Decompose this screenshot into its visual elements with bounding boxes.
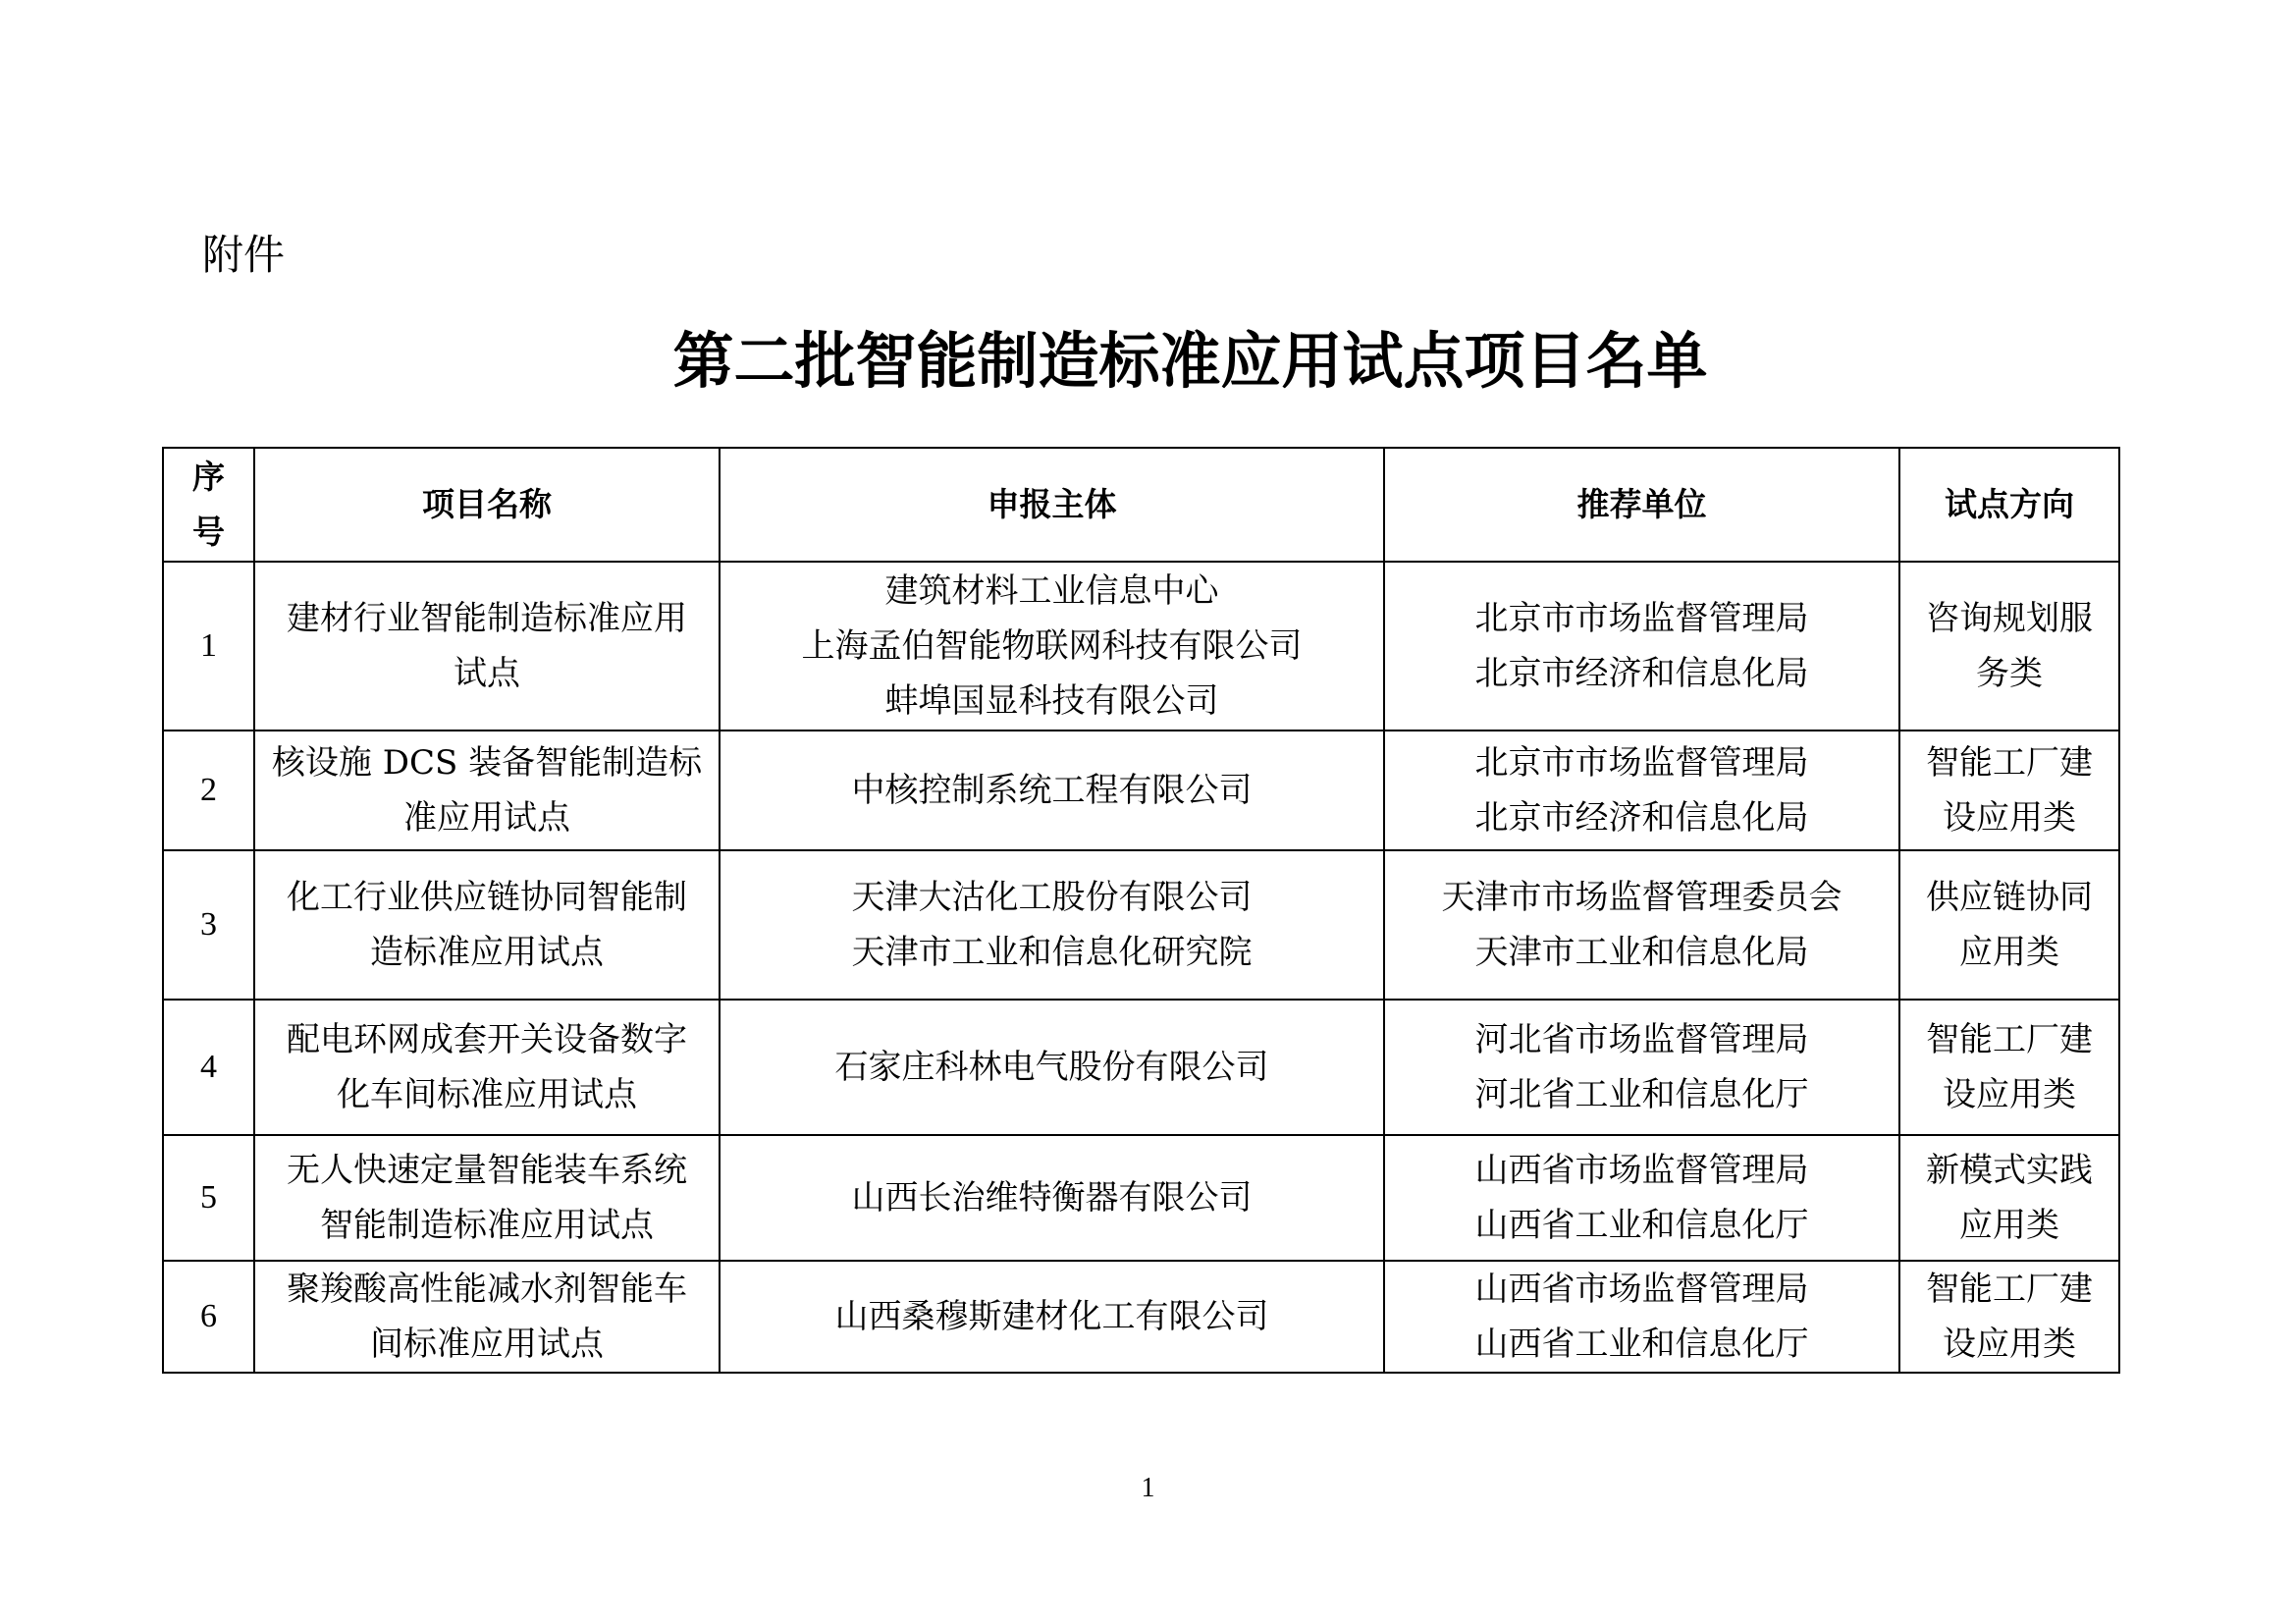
- row-seq: 3: [163, 850, 254, 1000]
- row-direction-line: 咨询规划服: [1926, 599, 2093, 638]
- row-direction: [1899, 1135, 2119, 1261]
- row-applicant-line: 蚌埠国显科技有限公司: [884, 681, 1219, 721]
- row-name: [254, 731, 720, 850]
- attachment-label: 附件: [202, 231, 286, 279]
- row-applicant-line: 天津市工业和信息化研究院: [851, 933, 1253, 972]
- row-recommender-line: 北京市经济和信息化局: [1474, 654, 1809, 693]
- row-recommender-line: 河北省市场监督管理局: [1474, 1020, 1809, 1059]
- row-name-line: 聚羧酸高性能减水剂智能车: [287, 1270, 687, 1309]
- page-number: 1: [1141, 1473, 1155, 1503]
- row-name: [254, 850, 720, 1000]
- header-applicant: 申报主体: [720, 448, 1384, 562]
- row-direction-line: 智能工厂建: [1926, 1020, 2093, 1059]
- row-name: [254, 1261, 720, 1373]
- row-applicant: [720, 850, 1384, 1000]
- row-applicant-line: 上海孟伯智能物联网科技有限公司: [801, 626, 1303, 666]
- row-name-line: 化工行业供应链协同智能制: [287, 878, 687, 917]
- row-applicant-line: 山西长治维特衡器有限公司: [851, 1178, 1253, 1218]
- row-recommender-line: 山西省工业和信息化厅: [1474, 1206, 1809, 1245]
- pilot-project-table: [162, 447, 2120, 1374]
- row-seq: 6: [163, 1261, 254, 1373]
- table-row: [163, 1000, 2119, 1135]
- row-recommender-line: 天津市工业和信息化局: [1474, 933, 1809, 972]
- row-recommender-line: 北京市经济和信息化局: [1474, 798, 1809, 838]
- row-direction-line: 新模式实践: [1926, 1151, 2093, 1190]
- row-name-line: 准应用试点: [403, 798, 570, 838]
- table-header-row: [163, 448, 2119, 562]
- row-recommender: [1384, 1261, 1899, 1373]
- row-name: [254, 1000, 720, 1135]
- row-recommender: [1384, 1000, 1899, 1135]
- row-applicant: [720, 1000, 1384, 1135]
- row-direction: [1899, 562, 2119, 731]
- row-direction-line: 智能工厂建: [1926, 1270, 2093, 1309]
- row-applicant: [720, 1261, 1384, 1373]
- row-applicant-line: 石家庄科林电气股份有限公司: [834, 1048, 1269, 1087]
- row-direction: [1899, 1261, 2119, 1373]
- row-seq: 4: [163, 1000, 254, 1135]
- header-seq: [163, 448, 254, 562]
- row-recommender: [1384, 1135, 1899, 1261]
- table-row: [163, 731, 2119, 850]
- row-seq: 5: [163, 1135, 254, 1261]
- row-name-line: 试点: [454, 654, 520, 693]
- row-recommender-line: 山西省市场监督管理局: [1474, 1270, 1809, 1309]
- row-recommender: [1384, 731, 1899, 850]
- row-applicant: [720, 731, 1384, 850]
- row-name-line: 建材行业智能制造标准应用: [287, 599, 687, 638]
- row-direction-line: 供应链协同: [1926, 878, 2093, 917]
- row-direction-line: 务类: [1976, 654, 2043, 693]
- table-row: [163, 562, 2119, 731]
- row-name-line: 智能制造标准应用试点: [320, 1206, 654, 1245]
- table-row: [163, 850, 2119, 1000]
- row-applicant-line: 天津大沽化工股份有限公司: [851, 878, 1253, 917]
- row-name-line: 无人快速定量智能装车系统: [287, 1151, 687, 1190]
- row-applicant: [720, 1135, 1384, 1261]
- row-name: [254, 1135, 720, 1261]
- row-applicant-line: 中核控制系统工程有限公司: [851, 771, 1253, 810]
- document-title: 第二批智能制造标准应用试点项目名单: [672, 325, 1708, 397]
- header-direction: 试点方向: [1899, 448, 2119, 562]
- row-direction-line: 设应用类: [1943, 1325, 2076, 1364]
- row-direction-line: 设应用类: [1943, 798, 2076, 838]
- row-name-line: 造标准应用试点: [370, 933, 604, 972]
- row-name-line: 化车间标准应用试点: [337, 1075, 637, 1114]
- row-direction: [1899, 850, 2119, 1000]
- table-body: [163, 562, 2119, 1373]
- row-direction-line: 应用类: [1959, 1206, 2059, 1245]
- row-recommender-line: 北京市市场监督管理局: [1474, 599, 1809, 638]
- table-row: [163, 1261, 2119, 1373]
- row-recommender: [1384, 562, 1899, 731]
- row-seq: 1: [163, 562, 254, 731]
- row-name-line: 间标准应用试点: [370, 1325, 604, 1364]
- row-recommender-line: 山西省市场监督管理局: [1474, 1151, 1809, 1190]
- row-name-line: 配电环网成套开关设备数字: [287, 1020, 687, 1059]
- row-seq: 2: [163, 731, 254, 850]
- header-seq-line2: 号: [192, 513, 225, 551]
- row-direction: [1899, 731, 2119, 850]
- row-recommender: [1384, 850, 1899, 1000]
- row-direction-line: 设应用类: [1943, 1075, 2076, 1114]
- row-recommender-line: 天津市市场监督管理委员会: [1441, 878, 1842, 917]
- row-direction: [1899, 1000, 2119, 1135]
- row-direction-line: 应用类: [1959, 933, 2059, 972]
- row-applicant: [720, 562, 1384, 731]
- header-project-name: 项目名称: [254, 448, 720, 562]
- row-recommender-line: 河北省工业和信息化厅: [1474, 1075, 1809, 1114]
- header-seq-line1: 序: [192, 458, 225, 496]
- row-direction-line: 智能工厂建: [1926, 743, 2093, 783]
- row-recommender-line: 山西省工业和信息化厅: [1474, 1325, 1809, 1364]
- header-recommender: 推荐单位: [1384, 448, 1899, 562]
- row-name: [254, 562, 720, 731]
- row-applicant-line: 建筑材料工业信息中心: [884, 571, 1219, 611]
- table-row: [163, 1135, 2119, 1261]
- row-recommender-line: 北京市市场监督管理局: [1474, 743, 1809, 783]
- row-applicant-line: 山西桑穆斯建材化工有限公司: [834, 1297, 1269, 1336]
- row-name-line: 核设施 DCS 装备智能制造标: [271, 743, 703, 783]
